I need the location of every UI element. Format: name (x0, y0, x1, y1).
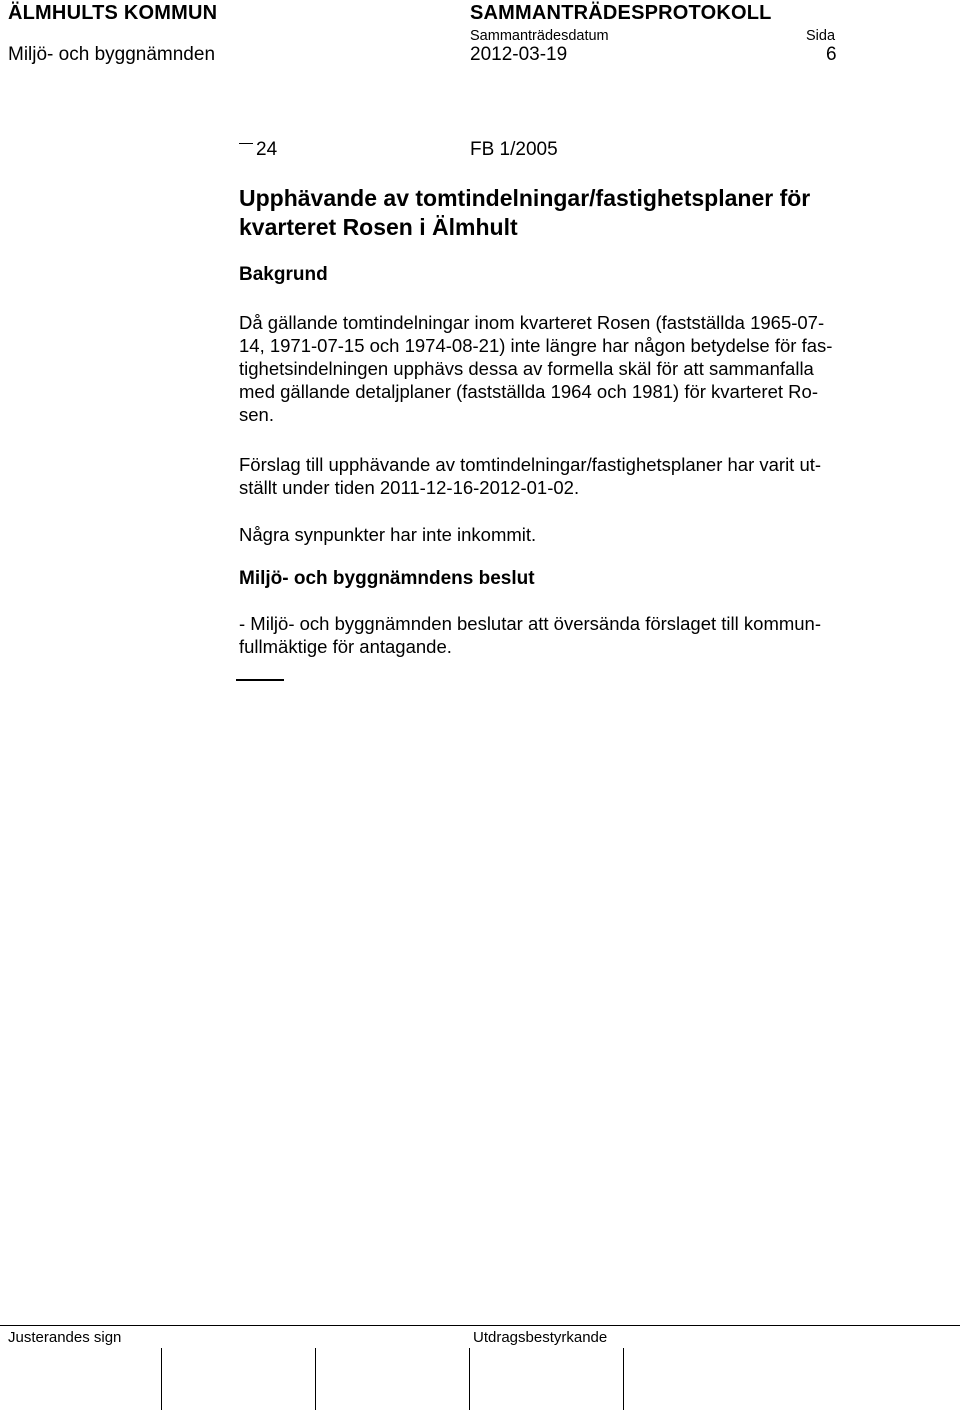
document-type: SAMMANTRÄDESPROTOKOLL (470, 2, 772, 24)
paragraph-line: Förslag till upphävande av tomtindelningar/fastighetsplaner har varit ut- (239, 454, 822, 475)
section-number: 24 (256, 139, 278, 160)
adjusters-signature-label: Justerandes sign (8, 1329, 122, 1346)
background-paragraph (239, 311, 869, 426)
paragraph-line: Några synpunkter har inte inkommit. (239, 524, 537, 545)
proposal-paragraph (239, 453, 869, 499)
section-mark (239, 143, 253, 144)
section-end-rule (236, 679, 284, 681)
paragraph-line: - Miljö- och byggnämnden beslutar att översända förslaget till kommun- (239, 613, 822, 634)
signature-box-divider (315, 1348, 316, 1410)
page-number: 6 (826, 44, 837, 65)
paragraph-line: fullmäktige för antagande. (239, 636, 452, 657)
comments-paragraph (239, 523, 869, 546)
section-title (239, 184, 869, 242)
case-reference: FB 1/2005 (470, 139, 558, 160)
signature-box-divider (469, 1348, 470, 1410)
department-name: Miljö- och byggnämnden (8, 44, 216, 65)
extract-certification-label: Utdragsbestyrkande (473, 1329, 608, 1346)
signature-box-divider (161, 1348, 162, 1410)
background-heading: Bakgrund (239, 264, 328, 285)
meeting-date-label: Sammanträdesdatum (470, 28, 609, 44)
footer-rule (0, 1325, 960, 1326)
meeting-date: 2012-03-19 (470, 44, 568, 65)
section-title-line: kvarteret Rosen i Älmhult (239, 214, 518, 240)
section-title-line: Upphävande av tomtindelningar/fastighetsplaner för (239, 185, 811, 211)
paragraph-line: sen. (239, 404, 274, 425)
paragraph-line: 14, 1971-07-15 och 1974-08-21) inte längre har någon betydelse för fas- (239, 335, 833, 356)
paragraph-line: tighetsindelningen upphävs dessa av formella skäl för att sammanfalla (239, 358, 814, 379)
paragraph-line: ställt under tiden 2011-12-16-2012-01-02. (239, 477, 580, 498)
decision-paragraph (239, 612, 869, 658)
paragraph-line: Då gällande tomtindelningar inom kvarteret Rosen (fastställda 1965-07- (239, 312, 825, 333)
decision-heading: Miljö- och byggnämndens beslut (239, 568, 535, 589)
organization-name: ÄLMHULTS KOMMUN (8, 2, 218, 24)
signature-box-divider (623, 1348, 624, 1410)
paragraph-line: med gällande detaljplaner (fastställda 1964 och 1981) för kvarteret Ro- (239, 381, 818, 402)
page-label: Sida (806, 28, 836, 44)
